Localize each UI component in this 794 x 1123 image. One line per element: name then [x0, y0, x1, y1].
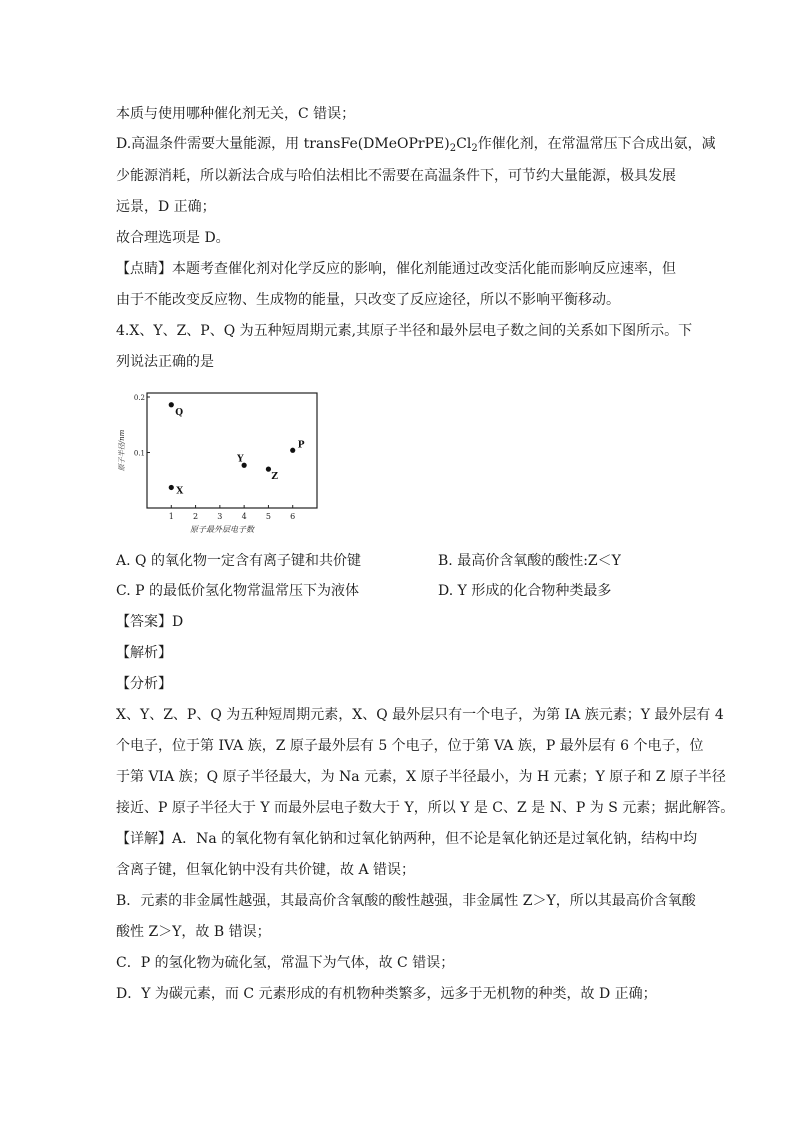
- subscript: 2: [449, 143, 457, 154]
- answer-line: 【答案】D: [116, 614, 184, 630]
- point-label: Q: [175, 407, 184, 418]
- text-span: Cl: [456, 136, 472, 152]
- prev-option-d-line: [116, 134, 716, 159]
- x-tick-label: 4: [241, 512, 247, 521]
- y-tick-label: 0.1: [133, 449, 145, 458]
- detail-line: B．元素的非金属性越强，其最高价含氧酸的酸性越强，非金属性 Z＞Y，所以其最高价含氧酸: [116, 893, 696, 909]
- x-axis-label: 原子最外层电子数: [190, 525, 254, 534]
- x-tick-label: 2: [193, 512, 199, 521]
- data-point-z: [266, 467, 271, 472]
- x-tick-label: 6: [290, 512, 296, 521]
- detail-line: D．Y 为碳元素，而 C 元素形成的有机物种类繁多，远多于无机物的种类，故 D 正确；: [116, 986, 657, 1002]
- data-point-p: [290, 448, 295, 453]
- prev-text-line: 远景，D 正确；: [116, 199, 216, 215]
- fenxi-line: 接近、P 原子半径大于 Y 而最外层电子数大于 Y，所以 Y 是 C、Z 是 N、P 为 S 元素；据此解答。: [116, 800, 735, 816]
- question-stem: 4.X、Y、Z、P、Q 为五种短周期元素,其原子半径和最外层电子数之间的关系如下图所示。下: [116, 323, 693, 339]
- question-stem: 列说法正确的是: [116, 354, 214, 370]
- chart-svg: [112, 385, 332, 535]
- option-d: D. Y 形成的化合物种类最多: [438, 583, 612, 599]
- option-a: A. Q 的氧化物一定含有离子键和共价键: [116, 553, 361, 569]
- x-tick-label: 3: [217, 512, 223, 521]
- detail-line: 含离子键，但氧化钠中没有共价键，故 A 错误；: [116, 862, 416, 878]
- subscript: 2: [471, 143, 478, 154]
- option-c: C. P 的最低价氢化物常温常压下为液体: [116, 583, 359, 599]
- prev-conclusion: 故合理选项是 D。: [116, 230, 230, 246]
- x-tick-label: 1: [168, 512, 174, 521]
- prev-text-line: 本质与使用哪种催化剂无关，C 错误；: [116, 106, 356, 122]
- tip-line: 【点睛】本题考查催化剂对化学反应的影响，催化剂能通过改变活化能而影响反应速率，但: [116, 261, 676, 277]
- fenxi-heading: 【分析】: [116, 676, 172, 692]
- prev-text-line: 少能源消耗，所以新法合成与哈伯法相比不需要在高温条件下，可节约大量能源，极具发展: [116, 168, 676, 184]
- point-label: P: [297, 440, 305, 451]
- point-label: X: [176, 486, 184, 497]
- option-b: B. 最高价含氧酸的酸性:Z＜Y: [438, 553, 621, 569]
- detail-line: C．P 的氢化物为硫化氢，常温下为气体，故 C 错误；: [116, 955, 455, 971]
- radius-chart: [112, 385, 332, 535]
- y-tick-label: 0.2: [133, 394, 145, 402]
- detail-line: 酸性 Z＞Y，故 B 错误；: [116, 924, 271, 940]
- detail-line: 【详解】A．Na 的氧化物有氧化钠和过氧化钠两种，但不论是氧化钠还是过氧化钠，结构中均: [116, 831, 698, 847]
- fenxi-line: 个电子，位于第 IVA 族，Z 原子最外层有 5 个电子，位于第 VA 族，P 最外层有 6 个电子，位: [116, 738, 704, 754]
- analysis-heading: 【解析】: [116, 645, 172, 661]
- data-point-x: [169, 485, 174, 490]
- data-point-q: [169, 402, 174, 407]
- text-span: 作催化剂，在常温常压下合成出氨，减: [477, 136, 716, 152]
- y-axis-label: 原子半径/nm: [118, 429, 126, 472]
- tip-line: 由于不能改变反应物、生成物的能量，只改变了反应途径，所以不影响平衡移动。: [116, 292, 620, 308]
- x-tick-label: 5: [265, 512, 271, 521]
- point-label: Y: [237, 454, 244, 465]
- point-label: Z: [271, 472, 279, 483]
- fenxi-line: X、Y、Z、P、Q 为五种短周期元素，X、Q 最外层只有一个电子，为第 IA 族元素；Y 最外层有 4: [116, 707, 724, 723]
- fenxi-line: 于第 VIA 族；Q 原子半径最大，为 Na 元素，X 原子半径最小，为 H 元素；Y 原子和 Z 原子半径: [116, 769, 726, 785]
- text-span: D.高温条件需要大量能源，用 transFe(DMeOPrPE): [116, 136, 450, 152]
